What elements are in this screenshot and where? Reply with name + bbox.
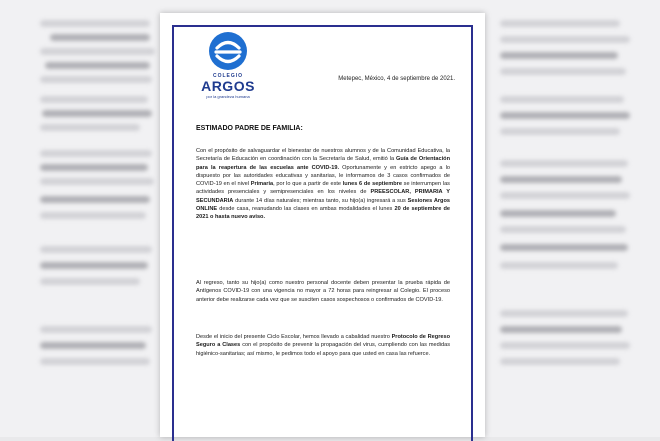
blur-line — [40, 164, 148, 171]
bold-run: Guía de Orientación para la reapertura de las escuelas ante COVID-19. — [196, 156, 450, 171]
blur-line — [40, 76, 152, 83]
blur-line — [500, 68, 626, 75]
text-run: con el propósito de prevenir la propagación del virus, cumpliendo con las medidas higiénico-sanitarias; así mismo, le pedimos todo el apoyo para que usted en casa las refuerce. — [196, 342, 451, 357]
logo-tagline: por la grandeza humana — [206, 94, 250, 99]
blur-line — [500, 128, 620, 135]
blur-line — [500, 52, 618, 59]
blur-line — [40, 358, 150, 365]
bold-run: PREESCOLAR, PRIMARIA Y SECUNDARIA — [196, 189, 451, 204]
bold-run: Primaria — [250, 181, 274, 188]
logo-name: ARGOS — [201, 78, 255, 94]
blur-line — [40, 196, 150, 203]
blur-line — [500, 20, 620, 27]
blur-line — [40, 178, 154, 185]
letter-page — [160, 13, 485, 437]
blur-line — [500, 210, 616, 217]
text-run: se interrumpen las actividades presenciales y semipresenciales en los niveles de — [196, 181, 450, 196]
blur-line — [500, 176, 622, 183]
blur-line — [40, 246, 152, 253]
blur-line — [500, 342, 630, 349]
letter-date: Metepec, México, 4 de septiembre de 2021. — [338, 76, 455, 82]
text-run: durante 14 días naturales; mientras tanto, su hijo(a) ingresará a sus — [233, 197, 408, 204]
blur-line — [500, 358, 620, 365]
text-run: desde casa, reanudando las clases en ambas modalidades el lunes — [217, 206, 395, 213]
letter-greeting: ESTIMADO PADRE DE FAMILIA: — [196, 125, 303, 132]
bold-run: 20 de septiembre de 2021 o hasta nuevo aviso. — [196, 206, 450, 221]
blur-line — [40, 150, 152, 157]
text-run: Oportunamente y en estricto apego a lo dispuesto por las autoridades educativas y sanitarias, le informamos de 3 casos confirmados de COVID-19 en el nivel — [196, 164, 450, 188]
blur-line — [500, 310, 628, 317]
bold-run: Sesiones Argos ONLINE — [196, 197, 451, 213]
blur-line — [50, 34, 150, 41]
blur-line — [500, 112, 630, 119]
blur-line — [500, 326, 622, 333]
blur-line — [40, 124, 140, 131]
logo-colegio-text: COLEGIO — [212, 73, 244, 79]
text-run: Desde el inicio del presente Ciclo Escolar, hemos llevado a cabalidad nuestro — [196, 334, 392, 340]
blur-line — [45, 62, 150, 69]
paragraph-return-requirements: Al regreso, tanto su hijo(a) como nuestro personal docente deben presentar la prueba rápida de Antígenos COVID-19 con una vigencia no mayor a 72 horas para reingresar al Colegio. El proceso anterior debe realizarse cada vez que se susciten casos sospechosos o confirmados de COVID-19. — [196, 280, 450, 303]
blur-line — [500, 226, 626, 233]
blur-line — [500, 36, 630, 43]
blur-line — [40, 262, 148, 269]
bold-run: lunes 6 de septiembre — [342, 181, 402, 188]
blur-line — [40, 48, 155, 55]
blur-line — [40, 278, 140, 285]
paragraph-protocol — [196, 333, 450, 358]
text-run: Con el propósito de salvaguardar el bienestar de nuestros alumnos y de la Comunidad Educativa, la Secretaría de Educación en coordinación con la Secretaría de Salud, emitió la — [196, 148, 450, 163]
blur-line — [40, 20, 150, 27]
paragraph-announcement — [196, 147, 450, 222]
bold-run: Protocolo de Regreso Seguro a Clases — [196, 334, 451, 349]
blur-line — [40, 96, 148, 103]
school-logo — [196, 31, 266, 119]
argos-emblem-icon — [208, 31, 248, 71]
blur-line — [500, 192, 630, 199]
blur-line — [42, 110, 152, 117]
blur-line — [40, 326, 152, 333]
text-run: , por lo que a partir de este — [273, 181, 343, 188]
blur-line — [500, 262, 618, 269]
blur-line — [40, 342, 146, 349]
blur-line — [500, 244, 628, 251]
blur-line — [40, 212, 146, 219]
blur-line — [500, 96, 624, 103]
blur-line — [500, 160, 628, 167]
